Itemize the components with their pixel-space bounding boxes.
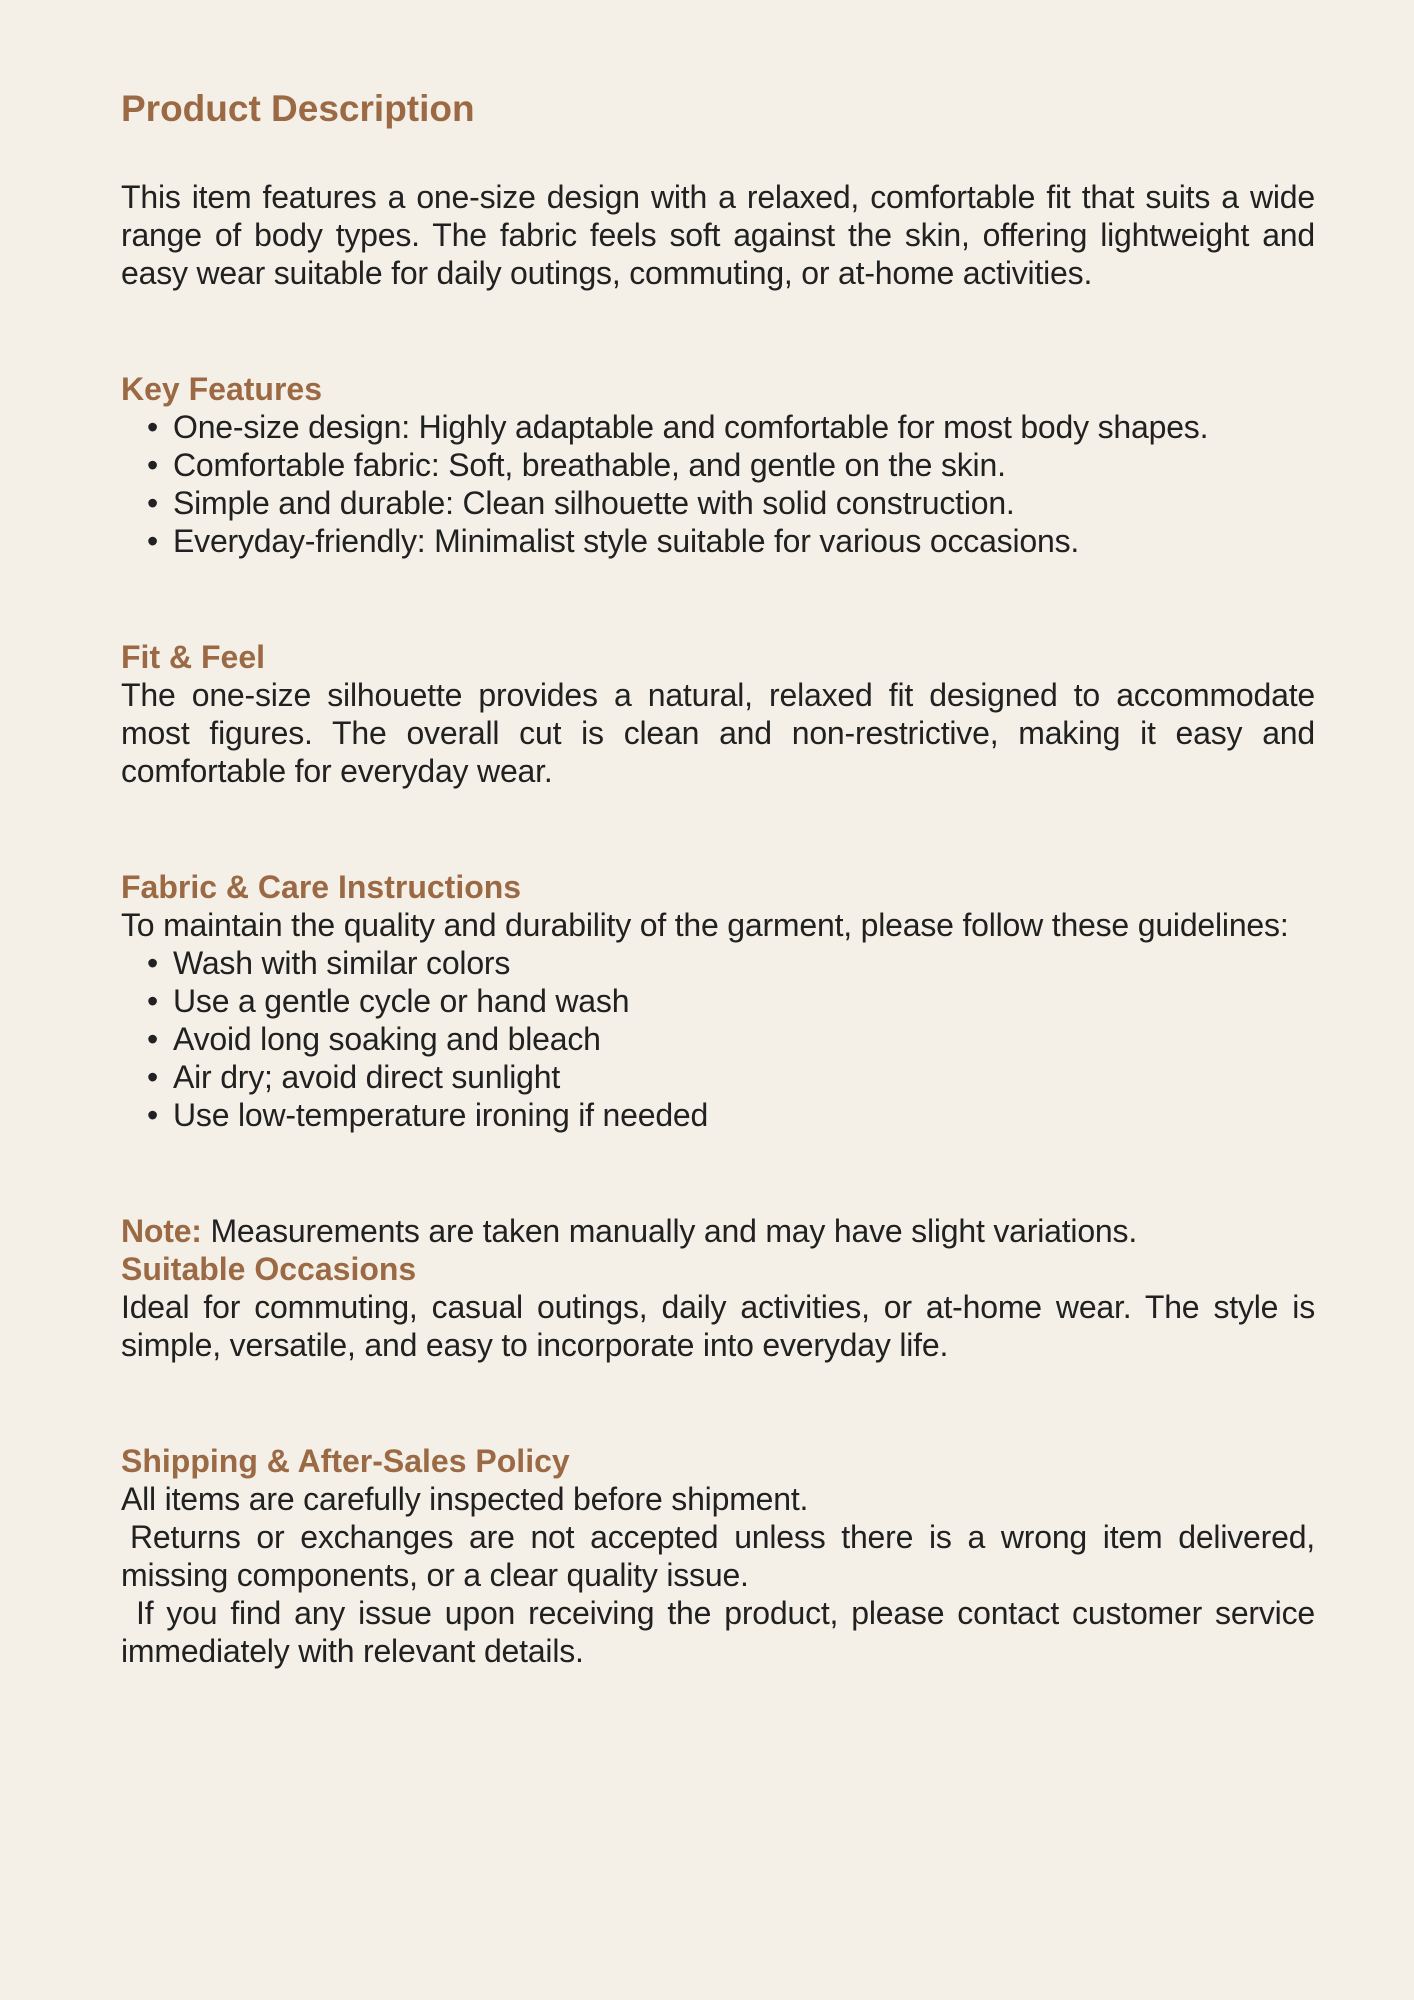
list-item: • Simple and durable: Clean silhouette with solid construction. [121, 484, 1315, 522]
list-item: • Everyday-friendly: Minimalist style suitable for various occasions. [121, 522, 1315, 560]
fit-feel-heading: Fit & Feel [121, 639, 266, 675]
key-features-list [121, 408, 1315, 560]
list-item: • Avoid long soaking and bleach [121, 1020, 1315, 1058]
suitable-occasions-paragraph: Ideal for commuting, casual outings, daily activities, or at-home wear. The style is simple, versatile, and easy to incorporate into everyday life. [121, 1289, 1315, 1363]
note-line [121, 1212, 1315, 1250]
shipping-line: Returns or exchanges are not accepted unless there is a wrong item delivered, missing components, or a clear quality issue. [121, 1519, 1315, 1593]
intro-paragraph: This item features a one-size design with a relaxed, comfortable fit that suits a wide range of body types. The fabric feels soft against the skin, offering lightweight and easy wear suitable for daily outings, commuting, or at-home activities. [121, 179, 1315, 291]
list-item: • Use low-temperature ironing if needed [121, 1096, 1315, 1134]
fabric-care-heading: Fabric & Care Instructions [121, 869, 522, 905]
fabric-care-list [121, 944, 1315, 1134]
list-item: • Comfortable fabric: Soft, breathable, and gentle on the skin. [121, 446, 1315, 484]
note-label: Note: [121, 1213, 202, 1249]
fabric-care-paragraph: To maintain the quality and durability of the garment, please follow these guidelines: [121, 907, 1289, 943]
list-item: • Use a gentle cycle or hand wash [121, 982, 1315, 1020]
shipping-line: All items are carefully inspected before shipment. [121, 1481, 809, 1517]
list-item: • One-size design: Highly adaptable and comfortable for most body shapes. [121, 408, 1315, 446]
page-title: Product Description [121, 88, 475, 129]
list-item: • Wash with similar colors [121, 944, 1315, 982]
note-text: Measurements are taken manually and may have slight variations. [201, 1213, 1138, 1249]
key-features-heading: Key Features [121, 371, 322, 407]
suitable-occasions-heading: Suitable Occasions [121, 1251, 417, 1287]
shipping-line: If you find any issue upon receiving the product, please contact customer service immediately with relevant details. [121, 1595, 1315, 1669]
list-item: • Air dry; avoid direct sunlight [121, 1058, 1315, 1096]
fit-feel-paragraph: The one-size silhouette provides a natural, relaxed fit designed to accommodate most figures. The overall cut is clean and non-restrictive, making it easy and comfortable for everyday wear. [121, 677, 1315, 789]
shipping-policy-heading: Shipping & After-Sales Policy [121, 1443, 570, 1479]
